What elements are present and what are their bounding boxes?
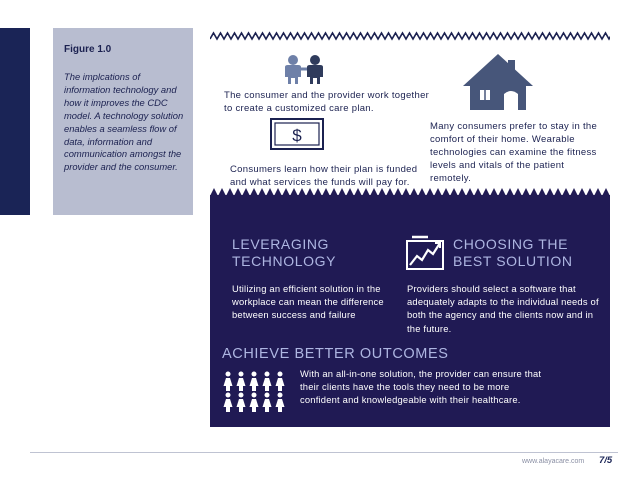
footer-url: www.alayacare.com (522, 458, 585, 465)
technology-body: Utilizing an efficient solution in the workplace can mean the difference between success and failure (232, 283, 384, 321)
woman-figure-body (276, 378, 285, 391)
woman-figure-head (278, 393, 283, 398)
woman-figure-body (263, 399, 272, 412)
solution-body: Providers should select a software that adequately adapts to the individual needs of both the agency and the clients now and in the future. (407, 283, 599, 334)
outcomes-heading: ACHIEVE BETTER OUTCOMES (222, 346, 449, 362)
figure-title: Figure 1.0 (64, 44, 112, 55)
woman-figure-body (237, 399, 246, 412)
woman-figure-head (265, 393, 270, 398)
woman-figure-body (250, 378, 259, 391)
woman-figure-head (239, 393, 244, 398)
info-funding-text: Consumers learn how their plan is funded and what services the funds will pay for. (230, 164, 418, 188)
woman-figure-head (226, 393, 231, 398)
woman-figure-head (226, 372, 231, 377)
solution-heading: CHOOSING THE BEST SOLUTION (453, 236, 573, 269)
dollar-symbol: $ (292, 126, 302, 145)
figure-caption: The implcations of information technology and how it improves the CDC model. A technology solution enables a seamless flow of data, information and communication amongst the provider and the consumer. (64, 71, 184, 173)
page-number: 7/5 (599, 455, 613, 466)
people-icon (278, 54, 330, 86)
woman-figure-body (224, 378, 233, 391)
woman-figure-body (237, 378, 246, 391)
dollar-bill-icon (270, 118, 324, 150)
woman-figure-body (224, 399, 233, 412)
woman-figure-head (239, 372, 244, 377)
house-icon (460, 52, 536, 112)
woman-figure-body (250, 399, 259, 412)
woman-figure-head (278, 372, 283, 377)
woman-figure-body (276, 399, 285, 412)
technology-heading: LEVERAGING TECHNOLOGY (232, 236, 337, 269)
footer-divider (30, 452, 618, 453)
woman-figure-body (263, 378, 272, 391)
info-home-text: Many consumers prefer to stay in the comfort of their home. Wearable technologies can examine the fitness levels and vitals of the patient remotely. (430, 121, 598, 184)
woman-figure-head (265, 372, 270, 377)
woman-figure-head (252, 393, 257, 398)
info-collaborate-text: The consumer and the provider work together to create a customized care plan. (224, 90, 430, 114)
woman-figure-head (252, 372, 257, 377)
zigzag-border (210, 30, 610, 44)
outcomes-body: With an all-in-one solution, the provider can ensure that their clients have the tools they need to be more confident and knowledgeable with their healthcare. (300, 368, 542, 406)
side-accent-bar (0, 28, 30, 215)
women-group-icon (222, 371, 294, 413)
chart-icon (406, 234, 446, 270)
